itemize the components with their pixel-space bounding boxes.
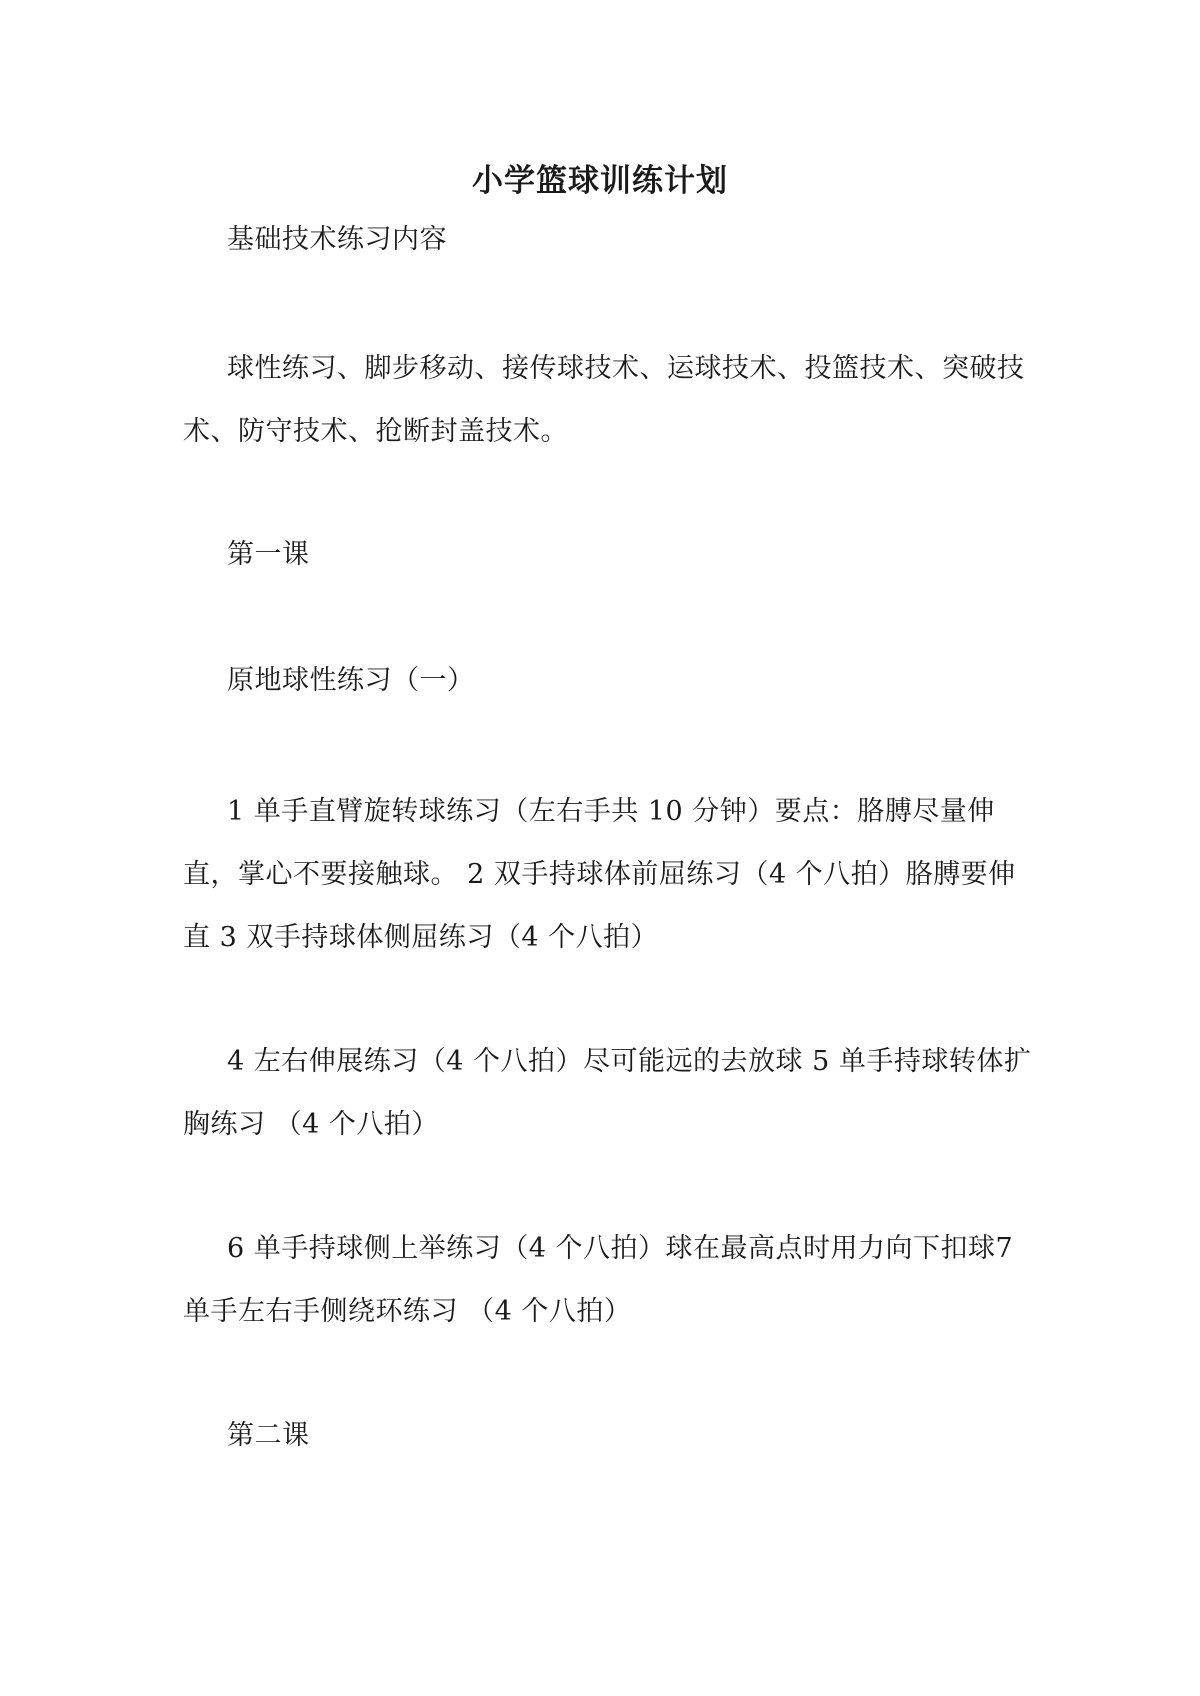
lesson-two-heading: 第二课 (227, 1420, 310, 1451)
drill-title: 原地球性练习（一） (227, 665, 475, 696)
basics-list-paragraph: 球性练习、脚步移动、接传球技术、运球技术、投篮技术、突破技术、防守技术、抢断封盖技术。 (183, 353, 1025, 447)
drill-steps-1-3: 1 单手直臂旋转球练习（左右手共 10 分钟）要点：胳膊尽量伸直，掌心不要接触球。 2 双手持球体前屈练习（4 个八拍）胳膊要伸直 3 双手持球体侧屈练习（4 个八拍） (183, 796, 1016, 953)
basics-heading: 基础技术练习内容 (227, 224, 447, 255)
drill-steps-4-5: 4 左右伸展练习（4 个八拍）尽可能远的去放球 5 单手持球转体扩胸练习 （4 个八拍） (183, 1046, 1032, 1140)
lesson-one-heading: 第一课 (227, 539, 310, 570)
drill-steps-6-7: 6 单手持球侧上举练习（4 个八拍）球在最高点时用力向下扣球7 单手左右手侧绕环练习 （4 个八拍） (183, 1233, 1014, 1327)
document-title: 小学篮球训练计划 (472, 163, 728, 199)
